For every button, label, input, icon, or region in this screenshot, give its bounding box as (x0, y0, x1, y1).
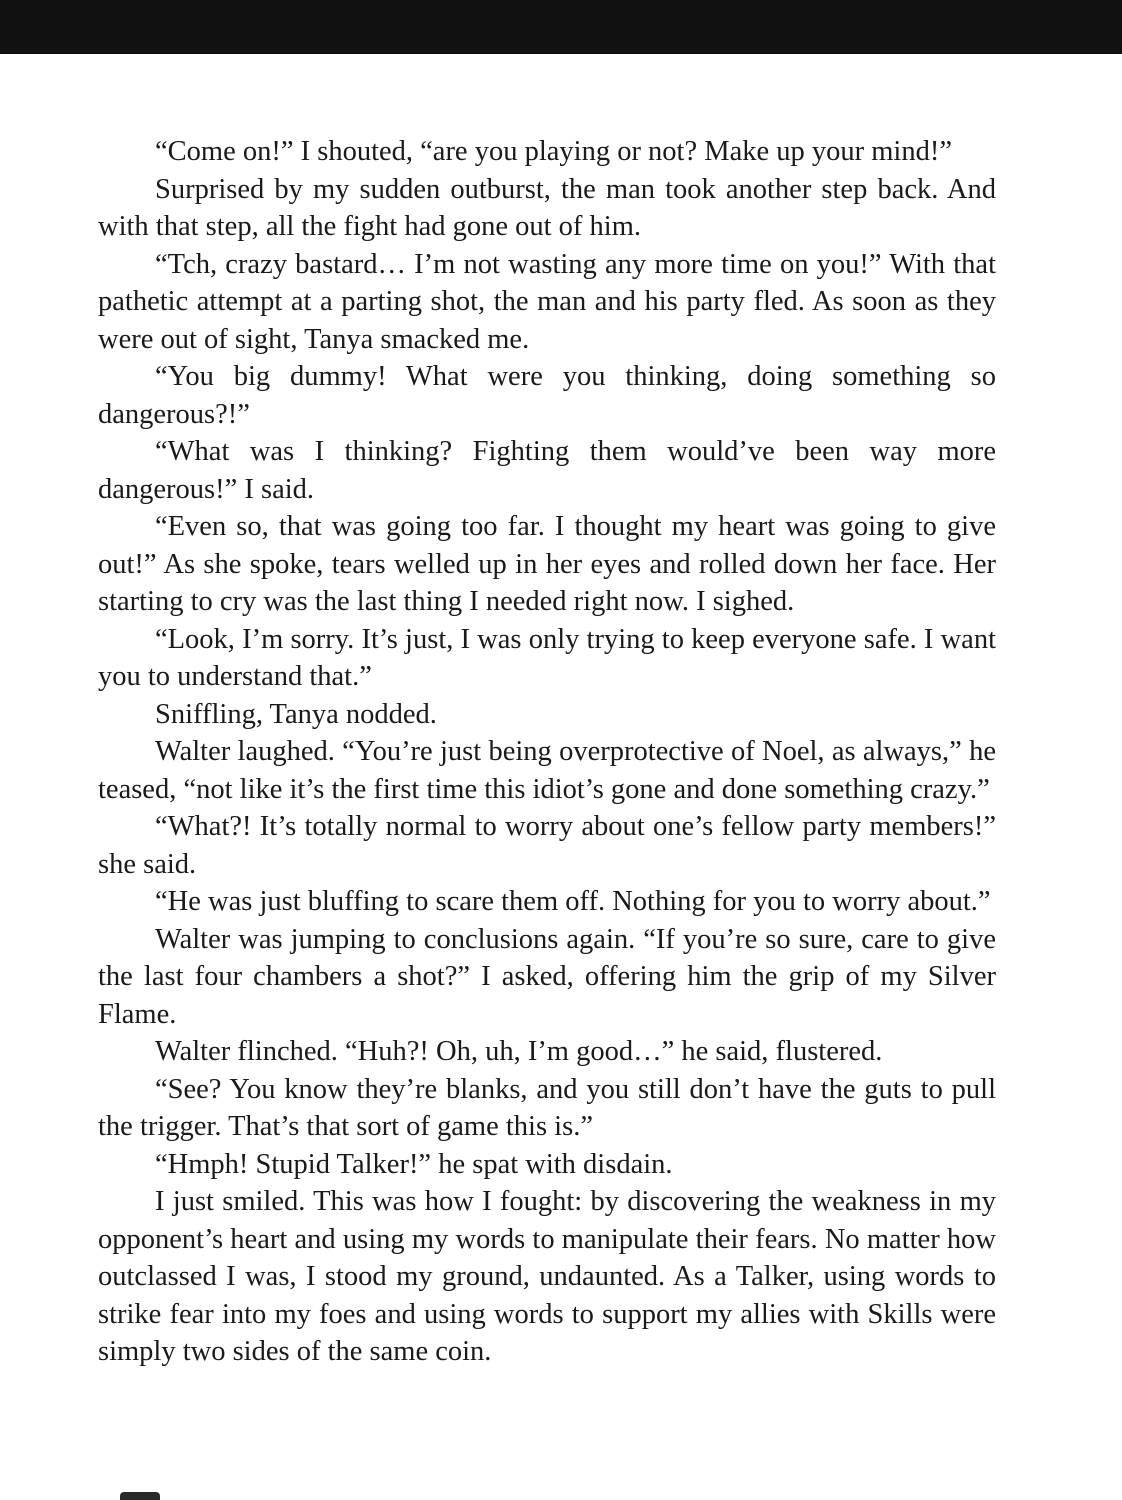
paragraph: “He was just bluffing to scare them off. Nothing for you to worry about.” (155, 886, 991, 917)
bottom-edge-mark (120, 1492, 160, 1500)
paragraph: “What was I thinking? Fighting them would’ve been way more dangerous!” I said. (98, 436, 996, 505)
paragraph: “Even so, that was going too far. I thought my heart was going to give out!” As she spoke, tears welled up in her eyes and rolled down her face. Her starting to cry was the last thing I needed right now. I sighed. (98, 511, 996, 617)
paragraph: Walter laughed. “You’re just being overprotective of Noel, as always,” he teased, “not like it’s the first time this idiot’s gone and done something crazy.” (98, 736, 996, 805)
paragraph: Sniffling, Tanya nodded. (155, 698, 437, 730)
paragraph: Walter was jumping to conclusions again. “If you’re so sure, care to give the last four chambers a shot?” I asked, offering him the grip of my Silver Flame. (98, 923, 996, 1030)
top-dark-band (0, 0, 1122, 54)
page-body (98, 133, 996, 1371)
paragraph: “You big dummy! What were you thinking, doing something so dangerous?!” (98, 361, 996, 430)
paragraph: “Come on!” I shouted, “are you playing or not? Make up your mind!” (155, 136, 952, 167)
paragraph: “Hmph! Stupid Talker!” he spat with disdain. (155, 1148, 673, 1180)
paragraph: “See? You know they’re blanks, and you still don’t have the guts to pull the trigger. That’s that sort of game this is.” (98, 1073, 996, 1142)
paragraph: Walter flinched. “Huh?! Oh, uh, I’m good…” he said, flustered. (155, 1036, 883, 1067)
paragraph: “What?! It’s totally normal to worry about one’s fellow party members!” she said. (98, 811, 996, 880)
paragraph: “Tch, crazy bastard… I’m not wasting any more time on you!” With that pathetic attempt at a parting shot, the man and his party fled. As soon as they were out of sight, Tanya smacked me. (98, 248, 996, 355)
paragraph: “Look, I’m sorry. It’s just, I was only trying to keep everyone safe. I want you to understand that.” (98, 623, 996, 692)
paragraph: Surprised by my sudden outburst, the man took another step back. And with that step, all the fight had gone out of him. (98, 173, 996, 242)
paragraph: I just smiled. This was how I fought: by discovering the weakness in my opponent’s heart and using my words to manipulate their fears. No matter how outclassed I was, I stood my ground, undaunted. As a Talker, using words to strike fear into my foes and using words to support my allies with Skills were simply two sides of the same coin. (98, 1186, 996, 1367)
